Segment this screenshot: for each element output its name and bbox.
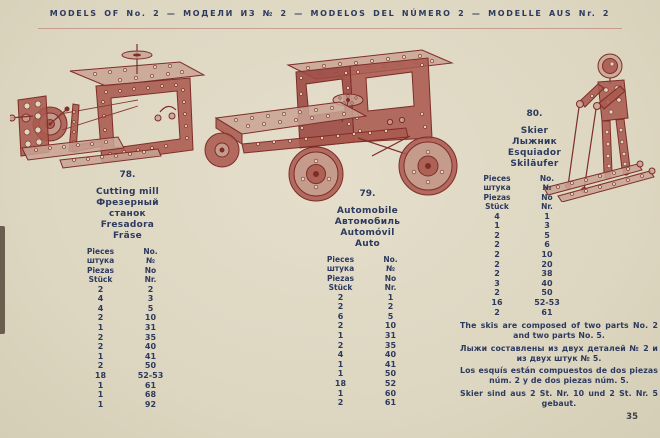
parts-cell: 41 bbox=[144, 351, 157, 361]
parts-cell: 2 bbox=[337, 292, 344, 302]
parts-cell: 2 bbox=[494, 288, 500, 298]
model-title-line: станок bbox=[109, 209, 146, 219]
parts-cell: штука bbox=[483, 183, 511, 193]
parts-row bbox=[78, 361, 178, 371]
parts-cell: 60 bbox=[384, 388, 397, 398]
model-title-line: Automóvil bbox=[340, 228, 395, 238]
parts-row bbox=[318, 369, 418, 379]
parts-cell: штука bbox=[86, 256, 115, 266]
parts-cell: No bbox=[541, 192, 553, 202]
parts-cell: 10 bbox=[541, 250, 553, 259]
note-paragraph: Los esquís están compuestos de dos piezas núm. 2 y de dos piezas núm. 5. bbox=[460, 366, 658, 386]
parts-row bbox=[78, 304, 178, 314]
parts-cell: 31 bbox=[144, 323, 157, 332]
parts-row bbox=[318, 331, 418, 341]
parts-cell: 2 bbox=[97, 284, 104, 294]
model-title-line: Fresadora bbox=[100, 220, 155, 230]
parts-header-row bbox=[318, 264, 418, 273]
parts-header-row bbox=[78, 275, 178, 284]
parts-row bbox=[318, 389, 418, 399]
parts-cell: 41 bbox=[384, 359, 397, 369]
parts-row bbox=[474, 269, 574, 279]
parts-row bbox=[78, 323, 178, 333]
page-edge-shadow bbox=[0, 226, 5, 334]
parts-row bbox=[474, 221, 574, 231]
parts-cell: 52 bbox=[384, 378, 397, 388]
parts-cell: 2 bbox=[337, 398, 344, 408]
model-title-line: Автомобиль bbox=[334, 217, 401, 227]
model-title-line: Esquiador bbox=[507, 148, 562, 158]
parts-cell: 1 bbox=[337, 359, 344, 369]
parts-cell: 16 bbox=[491, 297, 503, 307]
parts-cell: 3 bbox=[147, 294, 154, 304]
parts-cell: 92 bbox=[144, 399, 157, 409]
parts-cell: 1 bbox=[494, 221, 500, 231]
parts-cell: No. bbox=[383, 255, 398, 264]
parts-cell: 10 bbox=[144, 313, 157, 323]
parts-table bbox=[474, 212, 574, 318]
parts-cell: No bbox=[144, 265, 157, 275]
parts-cell: 35 bbox=[384, 340, 397, 350]
page-number: 35 bbox=[626, 412, 638, 422]
skis-notes bbox=[460, 321, 658, 411]
parts-header-row bbox=[78, 266, 178, 275]
parts-cell: 1 bbox=[544, 211, 550, 221]
parts-cell: 50 bbox=[384, 369, 397, 379]
parts-cell: 1 bbox=[387, 292, 394, 302]
parts-table-header bbox=[318, 255, 418, 293]
model-number: 80. bbox=[526, 109, 543, 119]
parts-cell: No. bbox=[143, 247, 158, 256]
parts-cell: 4 bbox=[97, 303, 104, 313]
model-title-line: Лыжник bbox=[511, 137, 557, 147]
parts-cell: 2 bbox=[494, 307, 500, 317]
parts-cell: Pieces bbox=[86, 247, 115, 256]
parts-cell: 4 bbox=[337, 350, 344, 360]
parts-cell: No. bbox=[539, 174, 555, 183]
parts-cell: 1 bbox=[97, 351, 104, 361]
parts-cell: 2 bbox=[337, 321, 344, 331]
model-title bbox=[462, 126, 607, 170]
parts-cell: 35 bbox=[144, 332, 157, 342]
automobile-illustration bbox=[200, 38, 468, 203]
parts-row bbox=[78, 390, 178, 400]
parts-cell: 4 bbox=[494, 211, 500, 221]
parts-row bbox=[474, 288, 574, 298]
parts-cell: 2 bbox=[97, 361, 104, 371]
parts-header-row bbox=[318, 274, 418, 283]
parts-header-row bbox=[78, 256, 178, 265]
parts-row bbox=[474, 308, 574, 318]
parts-cell: 68 bbox=[144, 390, 157, 400]
parts-cell: 31 bbox=[384, 331, 397, 340]
parts-cell: 3 bbox=[544, 221, 550, 231]
parts-cell: Pieces bbox=[483, 174, 511, 183]
model-column-cutting-mill bbox=[40, 170, 215, 409]
parts-row bbox=[78, 294, 178, 304]
parts-cell: 40 bbox=[144, 342, 157, 352]
parts-cell: 1 bbox=[97, 323, 104, 332]
parts-row bbox=[474, 279, 574, 289]
parts-header-row bbox=[474, 193, 574, 202]
parts-cell: 4 bbox=[97, 294, 104, 304]
parts-table bbox=[78, 285, 178, 410]
parts-cell: Piezas bbox=[483, 192, 511, 202]
parts-cell: 2 bbox=[97, 332, 104, 342]
parts-cell: 52-53 bbox=[534, 297, 560, 307]
parts-row bbox=[318, 312, 418, 322]
parts-cell: 50 bbox=[541, 288, 553, 298]
parts-cell: 2 bbox=[387, 302, 394, 312]
parts-row bbox=[78, 333, 178, 343]
parts-cell: 1 bbox=[337, 369, 344, 379]
parts-cell: 1 bbox=[337, 331, 344, 340]
parts-header-row bbox=[474, 174, 574, 183]
parts-cell: 2 bbox=[494, 240, 500, 250]
model-column-automobile bbox=[285, 189, 450, 408]
parts-cell: 1 bbox=[97, 399, 104, 409]
parts-cell: 2 bbox=[337, 302, 344, 312]
parts-cell: 10 bbox=[384, 321, 397, 331]
model-title-line: Skiläufer bbox=[510, 159, 559, 169]
note-paragraph: Skier sind aus 2 St. Nr. 10 und 2 St. Nr. 5 gebaut. bbox=[460, 388, 658, 409]
parts-row bbox=[474, 260, 574, 270]
parts-table-header bbox=[78, 247, 178, 285]
parts-table bbox=[318, 293, 418, 408]
model-title bbox=[285, 206, 450, 250]
parts-cell: 50 bbox=[144, 361, 157, 371]
model-title-line: Cutting mill bbox=[96, 187, 159, 197]
parts-cell: 18 bbox=[94, 370, 107, 380]
parts-cell: 2 bbox=[494, 269, 500, 279]
parts-row bbox=[318, 398, 418, 408]
parts-cell: 1 bbox=[337, 388, 344, 398]
parts-cell: 2 bbox=[337, 340, 344, 350]
parts-cell: 2 bbox=[494, 259, 500, 269]
parts-cell: 6 bbox=[544, 240, 550, 250]
parts-table-header bbox=[474, 174, 574, 212]
model-title-line: Automobile bbox=[336, 206, 399, 216]
parts-cell: 6 bbox=[337, 311, 344, 321]
parts-row bbox=[78, 400, 178, 410]
parts-cell: № bbox=[145, 256, 156, 266]
parts-cell: 61 bbox=[144, 380, 157, 390]
parts-cell: 40 bbox=[384, 350, 397, 360]
parts-row bbox=[318, 293, 418, 303]
parts-cell: 3 bbox=[494, 278, 500, 288]
parts-row bbox=[78, 342, 178, 352]
parts-row bbox=[78, 285, 178, 295]
model-title-line: Fräse bbox=[112, 231, 143, 241]
parts-cell: 38 bbox=[541, 269, 553, 279]
parts-cell: 61 bbox=[541, 307, 553, 317]
note-paragraph: The skis are composed of two parts No. 2 and two parts No. 5. bbox=[460, 321, 658, 341]
parts-row bbox=[474, 250, 574, 260]
parts-cell: Pieces bbox=[326, 255, 355, 264]
parts-cell: Stück bbox=[88, 275, 113, 285]
parts-cell: 20 bbox=[541, 259, 553, 269]
parts-cell: 5 bbox=[387, 311, 394, 321]
model-title-line: Фрезерный bbox=[96, 198, 159, 208]
parts-header-row bbox=[78, 247, 178, 256]
parts-cell: 2 bbox=[494, 250, 500, 259]
header-rule bbox=[38, 28, 622, 29]
parts-row bbox=[78, 381, 178, 391]
parts-header-row bbox=[474, 183, 574, 192]
model-title-line: Skier bbox=[520, 126, 549, 136]
parts-row bbox=[318, 350, 418, 360]
parts-cell: Nr. bbox=[541, 202, 553, 212]
model-title bbox=[40, 187, 215, 242]
parts-cell: 2 bbox=[97, 313, 104, 323]
parts-row bbox=[318, 360, 418, 370]
parts-cell: 2 bbox=[494, 230, 500, 240]
parts-cell: штука bbox=[326, 264, 355, 274]
parts-row bbox=[318, 321, 418, 331]
parts-row bbox=[78, 313, 178, 323]
parts-cell: 5 bbox=[544, 230, 550, 240]
parts-row bbox=[474, 231, 574, 241]
parts-cell: № bbox=[385, 264, 396, 274]
parts-row bbox=[78, 352, 178, 362]
model-column-skier bbox=[462, 109, 607, 317]
note-paragraph: Лыжи составлены из двух деталей № 2 и из двух штук № 5. bbox=[460, 343, 658, 363]
parts-cell: № bbox=[542, 183, 552, 193]
cutting-mill-illustration bbox=[10, 40, 205, 171]
parts-cell: Piezas bbox=[86, 265, 115, 275]
parts-cell: No bbox=[384, 273, 397, 283]
parts-header-row bbox=[474, 202, 574, 211]
parts-cell: Stück bbox=[485, 202, 509, 212]
parts-header-row bbox=[318, 283, 418, 292]
parts-cell: Stück bbox=[328, 283, 353, 293]
parts-cell: 40 bbox=[541, 278, 553, 288]
parts-row bbox=[318, 302, 418, 312]
parts-cell: Piezas bbox=[326, 273, 355, 283]
parts-row bbox=[474, 240, 574, 250]
parts-cell: 1 bbox=[97, 380, 104, 390]
parts-row bbox=[474, 298, 574, 308]
parts-cell: Nr. bbox=[384, 283, 397, 293]
parts-row bbox=[474, 212, 574, 222]
parts-cell: 18 bbox=[334, 378, 347, 388]
parts-row bbox=[318, 379, 418, 389]
parts-cell: 1 bbox=[97, 390, 104, 400]
model-number: 79. bbox=[359, 189, 376, 199]
model-title-line: Auto bbox=[354, 239, 381, 249]
model-number: 78. bbox=[119, 170, 136, 180]
parts-header-row bbox=[318, 255, 418, 264]
parts-cell: 2 bbox=[147, 284, 154, 294]
parts-cell: Nr. bbox=[144, 275, 157, 285]
parts-cell: 52-53 bbox=[137, 370, 164, 380]
parts-row bbox=[78, 371, 178, 381]
parts-cell: 61 bbox=[384, 398, 397, 408]
page-header: MODELS OF No. 2 — МОДЕЛИ ИЗ № 2 — MODELOS DEL NÚMERO 2 — MODELLE AUS Nr. 2 bbox=[49, 9, 611, 18]
parts-cell: 2 bbox=[97, 342, 104, 352]
parts-row bbox=[318, 341, 418, 351]
parts-cell: 5 bbox=[147, 303, 154, 313]
